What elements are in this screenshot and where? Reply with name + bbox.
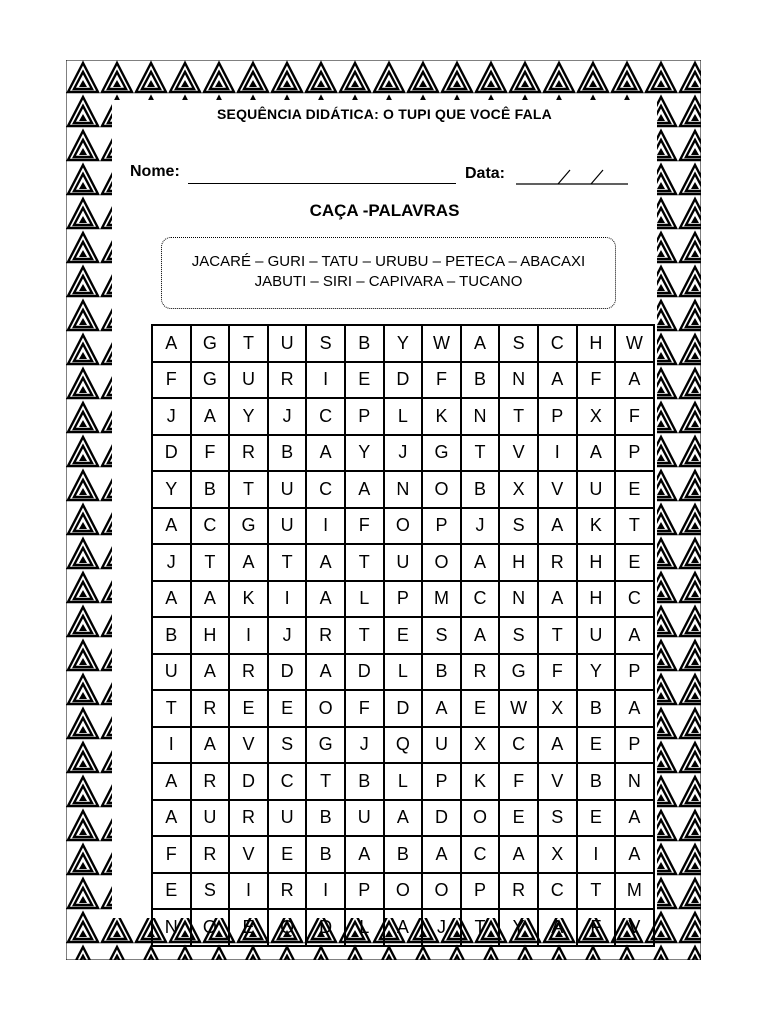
grid-cell[interactable]: I [577, 836, 616, 873]
grid-cell[interactable]: D [345, 654, 384, 691]
grid-row [152, 836, 654, 873]
grid-cell[interactable]: G [191, 325, 230, 362]
grid-cell[interactable]: D [229, 763, 268, 800]
grid-cell[interactable]: U [268, 325, 307, 362]
grid-row [152, 873, 654, 910]
grid-cell[interactable]: N [461, 398, 500, 435]
grid-cell[interactable]: A [422, 690, 461, 727]
grid-cell[interactable]: S [499, 325, 538, 362]
grid-row [152, 508, 654, 545]
grid-cell[interactable]: O [422, 544, 461, 581]
grid-cell[interactable]: R [538, 544, 577, 581]
grid-cell[interactable]: F [577, 362, 616, 399]
grid-row [152, 654, 654, 691]
grid-cell[interactable]: K [422, 398, 461, 435]
grid-cell[interactable]: D [152, 435, 191, 472]
name-label: Nome: [130, 163, 180, 180]
grid-cell[interactable]: B [422, 654, 461, 691]
grid-cell[interactable]: T [306, 763, 345, 800]
grid-cell[interactable]: C [538, 325, 577, 362]
grid-cell[interactable]: I [306, 508, 345, 545]
grid-cell[interactable]: T [152, 690, 191, 727]
grid-cell[interactable]: B [577, 763, 616, 800]
grid-cell[interactable]: E [268, 690, 307, 727]
grid-cell[interactable]: S [538, 800, 577, 837]
grid-cell[interactable]: H [577, 544, 616, 581]
grid-cell[interactable]: C [461, 836, 500, 873]
grid-cell[interactable]: R [268, 362, 307, 399]
grid-cell[interactable]: Y [499, 909, 538, 946]
grid-cell[interactable]: N [615, 763, 654, 800]
grid-cell[interactable]: C [538, 873, 577, 910]
grid-cell[interactable]: U [384, 544, 423, 581]
grid-cell[interactable]: U [152, 654, 191, 691]
grid-cell[interactable]: R [461, 654, 500, 691]
grid-cell[interactable]: S [306, 325, 345, 362]
grid-cell[interactable]: F [499, 763, 538, 800]
grid-cell[interactable]: G [499, 654, 538, 691]
grid-cell[interactable]: V [229, 727, 268, 764]
grid-cell[interactable]: B [345, 325, 384, 362]
grid-cell[interactable]: T [191, 544, 230, 581]
grid-cell[interactable]: O [384, 508, 423, 545]
grid-row [152, 909, 654, 946]
grid-cell[interactable]: A [615, 362, 654, 399]
grid-cell[interactable]: A [345, 836, 384, 873]
grid-row [152, 763, 654, 800]
grid-cell[interactable]: R [229, 800, 268, 837]
grid-cell[interactable]: S [422, 617, 461, 654]
grid-cell[interactable]: A [461, 544, 500, 581]
grid-cell[interactable]: I [268, 581, 307, 618]
grid-cell[interactable]: E [577, 800, 616, 837]
grid-cell[interactable]: B [306, 800, 345, 837]
grid-cell[interactable]: N [384, 471, 423, 508]
grid-cell[interactable]: A [152, 763, 191, 800]
grid-cell[interactable]: R [499, 873, 538, 910]
grid-cell[interactable]: Y [384, 325, 423, 362]
grid-cell[interactable]: R [268, 873, 307, 910]
grid-cell[interactable]: A [615, 800, 654, 837]
grid-cell[interactable]: D [384, 690, 423, 727]
grid-cell[interactable]: C [461, 581, 500, 618]
grid-cell[interactable]: E [461, 690, 500, 727]
date-field[interactable] [516, 165, 628, 185]
grid-cell[interactable]: C [306, 398, 345, 435]
grid-cell[interactable]: A [191, 398, 230, 435]
grid-cell[interactable]: K [577, 508, 616, 545]
grid-cell[interactable]: U [268, 800, 307, 837]
grid-cell[interactable]: E [615, 544, 654, 581]
grid-cell[interactable]: G [191, 362, 230, 399]
grid-cell[interactable]: B [345, 763, 384, 800]
grid-cell[interactable]: E [345, 362, 384, 399]
grid-cell[interactable]: A [191, 581, 230, 618]
grid-cell[interactable]: Y [577, 654, 616, 691]
page-title: SEQUÊNCIA DIDÁTICA: O TUPI QUE VOCÊ FALA [217, 106, 552, 122]
grid-cell[interactable]: L [384, 398, 423, 435]
grid-cell[interactable]: S [268, 727, 307, 764]
grid-cell[interactable]: I [306, 873, 345, 910]
grid-cell[interactable]: A [306, 654, 345, 691]
grid-cell[interactable]: T [499, 398, 538, 435]
grid-cell[interactable]: J [345, 727, 384, 764]
grid-cell[interactable]: O [422, 873, 461, 910]
grid-cell[interactable]: U [191, 800, 230, 837]
grid-cell[interactable]: V [499, 435, 538, 472]
grid-cell[interactable]: B [306, 836, 345, 873]
grid-cell[interactable]: T [229, 471, 268, 508]
grid-cell[interactable]: J [268, 617, 307, 654]
grid-cell[interactable]: A [538, 508, 577, 545]
grid-cell[interactable]: F [152, 362, 191, 399]
grid-cell[interactable]: T [345, 617, 384, 654]
grid-cell[interactable]: A [306, 544, 345, 581]
grid-cell[interactable]: J [152, 398, 191, 435]
word-list-line: JACARÉ – GURI – TATU – URUBU – PETECA – ABACAXI [191, 253, 586, 270]
grid-cell[interactable]: Y [229, 398, 268, 435]
grid-cell[interactable]: J [422, 909, 461, 946]
grid-cell[interactable]: A [422, 836, 461, 873]
grid-cell[interactable]: E [384, 617, 423, 654]
grid-cell[interactable]: U [229, 362, 268, 399]
name-field[interactable] [188, 183, 456, 184]
grid-cell[interactable]: F [345, 690, 384, 727]
grid-cell[interactable]: E [229, 909, 268, 946]
grid-cell[interactable]: U [268, 508, 307, 545]
grid-row [152, 617, 654, 654]
grid-cell[interactable]: F [345, 508, 384, 545]
grid-cell[interactable]: F [538, 654, 577, 691]
grid-cell[interactable]: S [499, 508, 538, 545]
grid-row [152, 800, 654, 837]
grid-cell[interactable]: S [191, 873, 230, 910]
grid-cell[interactable]: N [499, 581, 538, 618]
grid-cell[interactable]: F [422, 362, 461, 399]
date-label: Data: [465, 165, 506, 182]
grid-cell[interactable]: F [577, 909, 616, 946]
grid-cell[interactable]: A [538, 362, 577, 399]
grid-cell[interactable]: B [191, 471, 230, 508]
grid-cell[interactable]: Y [152, 471, 191, 508]
grid-cell[interactable]: P [345, 398, 384, 435]
grid-cell[interactable]: A [345, 471, 384, 508]
grid-cell[interactable]: A [152, 581, 191, 618]
grid-cell[interactable]: J [152, 544, 191, 581]
grid-cell[interactable]: D [384, 362, 423, 399]
grid-cell[interactable]: S [499, 617, 538, 654]
grid-cell[interactable]: T [577, 873, 616, 910]
grid-row [152, 398, 654, 435]
grid-cell[interactable]: G [229, 508, 268, 545]
grid-cell[interactable]: X [538, 836, 577, 873]
grid-cell[interactable]: D [268, 654, 307, 691]
grid-cell[interactable]: P [345, 873, 384, 910]
grid-cell[interactable]: X [461, 727, 500, 764]
grid-cell[interactable]: R [191, 690, 230, 727]
grid-cell[interactable]: C [499, 727, 538, 764]
grid-cell[interactable]: M [422, 581, 461, 618]
grid-cell[interactable]: O [191, 909, 230, 946]
grid-cell[interactable]: A [384, 800, 423, 837]
grid-cell[interactable]: A [615, 617, 654, 654]
grid-cell[interactable]: T [345, 544, 384, 581]
grid-cell[interactable]: E [577, 727, 616, 764]
word-list-line: JABUTI – SIRI – CAPIVARA – TUCANO [254, 273, 523, 290]
grid-cell[interactable]: J [384, 435, 423, 472]
grid-cell[interactable]: B [268, 435, 307, 472]
grid-cell[interactable]: A [538, 581, 577, 618]
grid-cell[interactable]: I [152, 727, 191, 764]
grid-cell[interactable]: N [499, 362, 538, 399]
grid-cell[interactable]: P [615, 654, 654, 691]
grid-cell[interactable]: E [268, 836, 307, 873]
grid-cell[interactable]: D [306, 909, 345, 946]
grid-cell[interactable]: O [306, 690, 345, 727]
word-list-box [161, 237, 616, 309]
grid-cell[interactable]: I [229, 873, 268, 910]
grid-cell[interactable]: E [499, 800, 538, 837]
grid-cell[interactable]: I [229, 617, 268, 654]
grid-cell[interactable]: P [422, 763, 461, 800]
grid-cell[interactable]: O [422, 471, 461, 508]
grid-cell[interactable]: K [461, 763, 500, 800]
grid-cell[interactable]: B [384, 836, 423, 873]
grid-row [152, 544, 654, 581]
grid-cell[interactable]: L [345, 581, 384, 618]
grid-cell[interactable]: G [422, 435, 461, 472]
grid-cell[interactable]: J [461, 508, 500, 545]
grid-cell[interactable]: W [499, 690, 538, 727]
worksheet-title: CAÇA -PALAVRAS [309, 201, 460, 220]
grid-row [152, 325, 654, 362]
grid-cell[interactable]: A [461, 617, 500, 654]
grid-cell[interactable]: B [577, 690, 616, 727]
grid-cell[interactable]: A [384, 909, 423, 946]
grid-cell[interactable]: X [538, 690, 577, 727]
grid-cell[interactable]: L [384, 654, 423, 691]
grid-cell[interactable]: P [615, 727, 654, 764]
grid-cell[interactable]: A [499, 836, 538, 873]
grid-cell[interactable]: T [615, 508, 654, 545]
grid-row [152, 690, 654, 727]
grid-cell[interactable]: L [345, 909, 384, 946]
word-search-grid [151, 324, 655, 947]
grid-cell[interactable]: X [499, 471, 538, 508]
grid-cell[interactable]: I [538, 435, 577, 472]
grid-cell[interactable]: A [615, 690, 654, 727]
grid-cell[interactable]: C [191, 508, 230, 545]
grid-cell[interactable]: N [152, 909, 191, 946]
grid-cell[interactable]: W [422, 325, 461, 362]
grid-cell[interactable]: A [191, 727, 230, 764]
grid-cell[interactable]: P [384, 581, 423, 618]
grid-cell[interactable]: L [384, 763, 423, 800]
grid-cell[interactable]: R [229, 435, 268, 472]
grid-cell[interactable]: E [152, 873, 191, 910]
grid-row [152, 581, 654, 618]
grid-cell[interactable]: Q [268, 909, 307, 946]
grid-cell[interactable]: V [229, 836, 268, 873]
grid-cell[interactable]: R [191, 836, 230, 873]
grid-cell[interactable]: R [229, 654, 268, 691]
grid-cell[interactable]: A [461, 325, 500, 362]
grid-cell[interactable]: A [538, 727, 577, 764]
grid-cell[interactable]: A [306, 435, 345, 472]
grid-cell[interactable]: B [461, 362, 500, 399]
grid-cell[interactable]: A [306, 581, 345, 618]
grid-cell[interactable]: T [229, 325, 268, 362]
grid-cell[interactable]: T [268, 544, 307, 581]
grid-cell[interactable]: B [461, 471, 500, 508]
grid-cell[interactable]: C [615, 581, 654, 618]
grid-cell[interactable]: H [577, 581, 616, 618]
grid-cell[interactable]: T [461, 909, 500, 946]
grid-cell[interactable]: C [268, 763, 307, 800]
grid-cell[interactable]: B [152, 617, 191, 654]
grid-cell[interactable]: P [461, 873, 500, 910]
grid-cell[interactable]: F [191, 435, 230, 472]
grid-cell[interactable]: E [615, 471, 654, 508]
grid-cell[interactable]: U [577, 471, 616, 508]
grid-cell[interactable]: A [152, 325, 191, 362]
grid-cell[interactable]: K [229, 581, 268, 618]
grid-row [152, 362, 654, 399]
grid-cell[interactable]: D [422, 800, 461, 837]
grid-row [152, 435, 654, 472]
grid-cell[interactable]: Y [345, 435, 384, 472]
grid-cell[interactable]: G [306, 727, 345, 764]
grid-cell[interactable]: V [615, 909, 654, 946]
grid-cell[interactable]: U [268, 471, 307, 508]
grid-cell[interactable]: J [268, 398, 307, 435]
grid-cell[interactable]: H [191, 617, 230, 654]
grid-cell[interactable]: U [577, 617, 616, 654]
grid-cell[interactable]: R [191, 763, 230, 800]
grid-cell[interactable]: O [461, 800, 500, 837]
grid-cell[interactable]: O [384, 873, 423, 910]
grid-cell[interactable]: A [615, 836, 654, 873]
grid-cell[interactable]: T [538, 617, 577, 654]
grid-cell[interactable]: V [538, 471, 577, 508]
grid-cell[interactable]: A [577, 435, 616, 472]
grid-cell[interactable]: X [577, 398, 616, 435]
grid-row [152, 727, 654, 764]
grid-cell[interactable]: M [615, 873, 654, 910]
grid-cell[interactable]: T [461, 435, 500, 472]
grid-cell[interactable]: P [615, 435, 654, 472]
grid-cell[interactable]: R [306, 617, 345, 654]
grid-cell[interactable]: A [152, 508, 191, 545]
grid-cell[interactable]: A [152, 800, 191, 837]
grid-cell[interactable]: C [306, 471, 345, 508]
grid-cell[interactable]: A [538, 909, 577, 946]
grid-cell[interactable]: H [577, 325, 616, 362]
grid-cell[interactable]: W [615, 325, 654, 362]
grid-cell[interactable]: F [152, 836, 191, 873]
grid-cell[interactable]: Q [384, 727, 423, 764]
grid-cell[interactable]: I [306, 362, 345, 399]
grid-cell[interactable]: A [229, 544, 268, 581]
grid-cell[interactable]: P [422, 508, 461, 545]
grid-cell[interactable]: H [499, 544, 538, 581]
grid-cell[interactable]: V [538, 763, 577, 800]
grid-cell[interactable]: E [229, 690, 268, 727]
grid-cell[interactable]: P [538, 398, 577, 435]
grid-cell[interactable]: U [422, 727, 461, 764]
grid-cell[interactable]: F [615, 398, 654, 435]
grid-cell[interactable]: A [191, 654, 230, 691]
grid-cell[interactable]: U [345, 800, 384, 837]
grid-row [152, 471, 654, 508]
